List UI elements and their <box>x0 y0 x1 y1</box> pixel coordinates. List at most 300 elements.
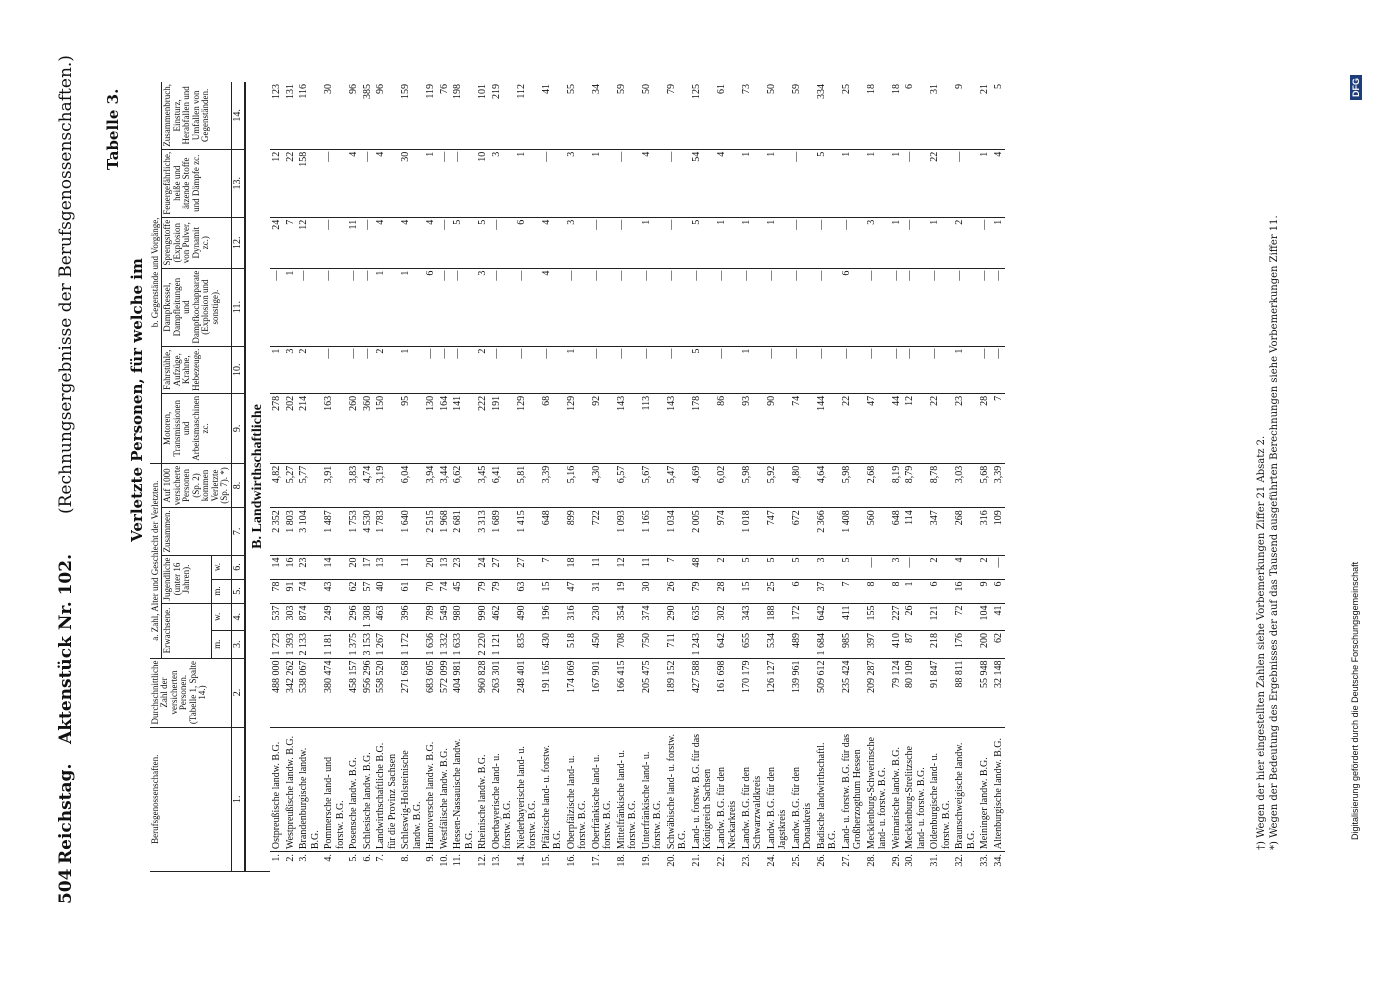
cell-c10: — <box>765 346 790 393</box>
data-table <box>150 82 1005 872</box>
cell-ym: 70 <box>424 579 438 603</box>
running-title: Reichstag. <box>56 763 76 864</box>
cell-avg: 80 109 <box>903 658 928 727</box>
table-row <box>540 82 565 872</box>
cell-c11: — <box>297 268 322 346</box>
cell-yw: 24 <box>476 555 490 579</box>
cell-c9: 23 <box>953 393 978 463</box>
row-number: 34. <box>992 854 1004 867</box>
cell-c11: — <box>928 268 953 346</box>
cell-yw: 27 <box>515 555 540 579</box>
youth-m: m. <box>211 579 231 603</box>
cell-per: 3,91 <box>322 463 347 507</box>
row-name: Posensche landw. B.G. <box>347 727 361 852</box>
cell-avg: 139 961 <box>790 658 815 727</box>
cell-am: 1 633 <box>451 631 476 659</box>
cell-c9: 22 <box>928 393 953 463</box>
row-name: Schwäbische land- u. forstw. B.G. <box>665 727 690 852</box>
cell-c11: — <box>865 268 890 346</box>
cell-c13: 4 <box>715 149 740 217</box>
row-name: Oldenburgische land- u. forstw. B.G. <box>928 727 953 852</box>
row-number: 27. <box>840 854 852 867</box>
cell-c14: 31 <box>928 82 953 149</box>
cell-per: 6,62 <box>451 463 476 507</box>
cell-per: 4,64 <box>815 463 840 507</box>
cell-c10: — <box>928 346 953 393</box>
cell-c14: 9 <box>953 82 978 149</box>
cell-aw: 789 <box>424 603 438 631</box>
cell-am: 1 393 <box>284 631 298 659</box>
row-number: 13. <box>490 854 502 867</box>
cell-c13: — <box>451 149 476 217</box>
cell-per: 6,57 <box>615 463 640 507</box>
cell-c11: — <box>565 268 590 346</box>
row-number: 19. <box>640 854 652 867</box>
cell-aw: 290 <box>665 603 690 631</box>
cell-tot: 1 689 <box>490 508 515 555</box>
cell-c10: — <box>590 346 615 393</box>
cell-c13: — <box>540 149 565 217</box>
cell-c13: 1 <box>840 149 865 217</box>
cell-am: 1 267 <box>374 631 399 659</box>
cell-avg: 55 948 <box>978 658 992 727</box>
colno-14: 14. <box>231 82 245 149</box>
cell-c10: — <box>615 346 640 393</box>
cell-yw: 11 <box>640 555 665 579</box>
page-number: 504 <box>56 868 76 904</box>
cell-per: 3,19 <box>374 463 399 507</box>
cell-c11: — <box>270 268 284 346</box>
cell-c13: — <box>361 149 375 217</box>
cell-tot: 4 530 <box>361 508 375 555</box>
row-name: Oberfränkische land- u. forstw. B.G. <box>590 727 615 852</box>
cell-c13: 158 <box>297 149 322 217</box>
cell-yw: 27 <box>490 555 515 579</box>
cell-aw: 316 <box>565 603 590 631</box>
cell-ym: 79 <box>490 579 515 603</box>
cell-aw: 490 <box>515 603 540 631</box>
cell-c14: 219 <box>490 82 515 149</box>
cell-am: 655 <box>740 631 765 659</box>
cell-am: 489 <box>790 631 815 659</box>
cell-c10: — <box>790 346 815 393</box>
cell-aw: 642 <box>815 603 840 631</box>
cell-c11: — <box>361 268 375 346</box>
cell-aw: 196 <box>540 603 565 631</box>
cell-avg: 960 828 <box>476 658 490 727</box>
table-row <box>840 82 865 872</box>
row-number: 28. <box>865 854 877 867</box>
cell-ym: 45 <box>451 579 476 603</box>
cell-c9: 47 <box>865 393 890 463</box>
cell-avg: 174 069 <box>565 658 590 727</box>
cell-avg: 32 148 <box>992 658 1006 727</box>
cell-aw: 990 <box>476 603 490 631</box>
cell-c14: 30 <box>322 82 347 149</box>
cell-tot: 899 <box>565 508 590 555</box>
cell-c12: — <box>840 217 865 268</box>
cell-per: 5,67 <box>640 463 665 507</box>
row-name: Hessen-Nassauische landw. B.G. <box>451 727 476 852</box>
cell-c10: 1 <box>565 346 590 393</box>
cell-yw: 7 <box>665 555 690 579</box>
cell-c14: 96 <box>374 82 399 149</box>
col12-header: Sprengstoffe (Explosion von Pulver, Dynamit zc.) <box>162 217 231 268</box>
cell-c14: 18 <box>865 82 890 149</box>
cell-c14: 116 <box>297 82 322 149</box>
row-number: 18. <box>615 854 627 867</box>
cell-avg: 191 165 <box>540 658 565 727</box>
cell-avg: 235 424 <box>840 658 865 727</box>
cell-ym: 40 <box>374 579 399 603</box>
cell-c14: 59 <box>615 82 640 149</box>
cell-c14: 25 <box>840 82 865 149</box>
cell-c14: 34 <box>590 82 615 149</box>
cell-c13: 1 <box>515 149 540 217</box>
cell-am: 3 153 <box>361 631 375 659</box>
cell-aw: 396 <box>399 603 424 631</box>
cell-c12: — <box>978 217 992 268</box>
cell-tot: 1 415 <box>515 508 540 555</box>
table-row <box>690 82 715 872</box>
row-name: Weimarische landw. B.G. <box>890 727 904 852</box>
cell-tot: 1 408 <box>840 508 865 555</box>
cell-aw: 172 <box>790 603 815 631</box>
col14-header: Zusammenbruch, Einsturz, Herabfallen und Umfallen von Gegenständen. <box>162 82 231 149</box>
table-row <box>270 82 284 872</box>
table-row <box>953 82 978 872</box>
cell-c9: 260 <box>347 393 361 463</box>
cell-tot: 2 515 <box>424 508 438 555</box>
cell-c9: 178 <box>690 393 715 463</box>
cell-aw: 104 <box>978 603 992 631</box>
cell-aw: 41 <box>992 603 1006 631</box>
cell-per: 8,78 <box>928 463 953 507</box>
row-number: 30. <box>904 854 916 867</box>
row-name: Mecklenburg-Schwerinsche land- u. forstw. B.G. <box>865 727 890 852</box>
table-row <box>451 82 476 872</box>
cell-per: 5,47 <box>665 463 690 507</box>
cell-tot: 1 803 <box>284 508 298 555</box>
cell-c13: 4 <box>992 149 1006 217</box>
cell-c13: 1 <box>590 149 615 217</box>
cell-aw: 303 <box>284 603 298 631</box>
cell-per: 3,39 <box>992 463 1006 507</box>
colno-6: 6. <box>231 555 245 579</box>
cell-c14: 6 <box>903 82 928 149</box>
cell-tot: 722 <box>590 508 615 555</box>
cell-c10: — <box>540 346 565 393</box>
cell-c9: 278 <box>270 393 284 463</box>
cell-tot: 2 681 <box>451 508 476 555</box>
table-row <box>740 82 765 872</box>
cell-c12: 4 <box>374 217 399 268</box>
cell-c14: 59 <box>790 82 815 149</box>
cell-per: 5,68 <box>978 463 992 507</box>
cell-c9: 214 <box>297 393 322 463</box>
cell-c12: 6 <box>515 217 540 268</box>
cell-tot: 1 753 <box>347 508 361 555</box>
cell-c13: 3 <box>490 149 515 217</box>
cell-per: 3,45 <box>476 463 490 507</box>
cell-yw: 2 <box>928 555 953 579</box>
cell-c11: — <box>790 268 815 346</box>
cell-c14: 112 <box>515 82 540 149</box>
cell-c9: 93 <box>740 393 765 463</box>
row-number: 33. <box>979 854 991 867</box>
row-number: 4. <box>323 854 335 862</box>
cell-avg: 404 981 <box>451 658 476 727</box>
cell-c11: 1 <box>284 268 298 346</box>
row-number: 10. <box>438 854 450 867</box>
name-header: Berufsgenossenschaften. <box>150 727 231 871</box>
cell-c14: 18 <box>890 82 904 149</box>
cell-tot: 347 <box>928 508 953 555</box>
document-title: Aktenstück Nr. 102. <box>56 553 76 744</box>
cell-c11: 6 <box>424 268 438 346</box>
table-row <box>424 82 438 872</box>
cell-per: 3,44 <box>438 463 452 507</box>
cell-per: 5,27 <box>284 463 298 507</box>
row-number: 12. <box>477 854 489 867</box>
cell-c13: — <box>615 149 640 217</box>
row-number: 17. <box>590 854 602 867</box>
cell-per: 5,16 <box>565 463 590 507</box>
header-row-groups <box>150 82 162 872</box>
cell-c9: 360 <box>361 393 375 463</box>
cell-avg: 683 605 <box>424 658 438 727</box>
row-name: Altenburgische landw. B.G. <box>992 727 1006 852</box>
cell-c12: 5 <box>476 217 490 268</box>
colno-12: 12. <box>231 217 245 268</box>
cell-c14: 50 <box>765 82 790 149</box>
cell-am: 430 <box>540 631 565 659</box>
cell-c12: — <box>361 217 375 268</box>
row-number: 1. <box>271 854 283 862</box>
cell-c13: — <box>322 149 347 217</box>
youth-w: w. <box>211 555 231 579</box>
cell-ym: 6 <box>992 579 1006 603</box>
youth-header: Jugendliche (unter 16 Jahren). <box>162 555 211 603</box>
col13-header: Feuergefährliche, heiße und ätzende Stoffe und Dämpfe zc. <box>162 149 231 217</box>
group-b-header: b. Gegenstände und Vorgänge, <box>150 82 162 463</box>
row-name: Brandenburgische landw. B.G. <box>297 727 322 852</box>
cell-yw: 11 <box>399 555 424 579</box>
cell-c13: 22 <box>928 149 953 217</box>
cell-am: 1 332 <box>438 631 452 659</box>
cell-c14: 76 <box>438 82 452 149</box>
cell-am: 1 243 <box>690 631 715 659</box>
cell-c10: — <box>361 346 375 393</box>
cell-tot: 114 <box>903 508 928 555</box>
table-row <box>347 82 361 872</box>
cell-c10: — <box>815 346 840 393</box>
cell-aw: 411 <box>840 603 865 631</box>
cell-yw: 14 <box>270 555 284 579</box>
row-name: Westfälische landw. B.G. <box>438 727 452 852</box>
cell-avg: 88 811 <box>953 658 978 727</box>
table-row <box>928 82 953 872</box>
row-name: Unterfränkische land- u. forstw. B.G. <box>640 727 665 852</box>
cell-yw: 3 <box>815 555 840 579</box>
cell-c14: 5 <box>992 82 1006 149</box>
row-name: Pfälzische land- u. forstw. B.G. <box>540 727 565 852</box>
row-number: 31. <box>929 854 941 867</box>
cell-c11: 6 <box>840 268 865 346</box>
cell-c9: 92 <box>590 393 615 463</box>
digitization-credit: Digitalisierung gefördert durch die Deutsche Forschungsgemeinschaft <box>1350 561 1360 840</box>
cell-aw: 155 <box>865 603 890 631</box>
cell-c9: 130 <box>424 393 438 463</box>
table-row <box>903 82 928 872</box>
cell-c11: — <box>815 268 840 346</box>
row-number: 8. <box>400 854 412 862</box>
cell-tot: 747 <box>765 508 790 555</box>
cell-aw: 227 <box>890 603 904 631</box>
cell-per: 3,83 <box>347 463 361 507</box>
total-header: Zusammen. <box>162 508 231 555</box>
cell-c12: 1 <box>890 217 904 268</box>
cell-c12: — <box>438 217 452 268</box>
row-number: 24. <box>765 854 777 867</box>
cell-c12: 7 <box>284 217 298 268</box>
cell-tot: 1 034 <box>665 508 690 555</box>
cell-yw: 5 <box>765 555 790 579</box>
cell-c14: 119 <box>424 82 438 149</box>
row-name: Mecklenburg-Strelitzsche land- u. forstw. B.G. <box>903 727 928 852</box>
cell-am: 534 <box>765 631 790 659</box>
row-number: 21. <box>690 854 702 867</box>
row-number: 25. <box>790 854 802 867</box>
cell-yw: 20 <box>424 555 438 579</box>
row-number: 14. <box>515 854 527 867</box>
cell-ym: 19 <box>615 579 640 603</box>
cell-c11: — <box>690 268 715 346</box>
table-row <box>790 82 815 872</box>
cell-am: 200 <box>978 631 992 659</box>
cell-c11: 4 <box>540 268 565 346</box>
cell-ym: 15 <box>740 579 765 603</box>
cell-yw: 13 <box>374 555 399 579</box>
cell-ym: 63 <box>515 579 540 603</box>
cell-c9: 113 <box>640 393 665 463</box>
table-row <box>978 82 992 872</box>
cell-avg: 271 658 <box>399 658 424 727</box>
cell-c9: 95 <box>399 393 424 463</box>
cell-c11: — <box>715 268 740 346</box>
cell-c10: 5 <box>690 346 715 393</box>
adults-header: Erwachsene. <box>162 603 211 658</box>
cell-aw: 462 <box>490 603 515 631</box>
cell-yw: 17 <box>361 555 375 579</box>
cell-tot: 648 <box>890 508 904 555</box>
colno-5: 5. <box>231 579 245 603</box>
cell-c9: 74 <box>790 393 815 463</box>
cell-c13: 1 <box>890 149 904 217</box>
cell-per: 4,80 <box>790 463 815 507</box>
cell-yw: — <box>992 555 1006 579</box>
cell-c11: — <box>665 268 690 346</box>
cell-am: 1 684 <box>815 631 840 659</box>
cell-ym: 79 <box>476 579 490 603</box>
cell-c13: — <box>903 149 928 217</box>
cell-c9: 202 <box>284 393 298 463</box>
cell-ym: 79 <box>690 579 715 603</box>
cell-tot: 2 366 <box>815 508 840 555</box>
table-row <box>765 82 790 872</box>
cell-c10: — <box>978 346 992 393</box>
footnote-star: *) Wegen der Bedeutung des Ergebnisses der auf das Tausend ausgeführten Berechnungen siehe Vorbemerkungen Ziffer 11. <box>1269 215 1280 850</box>
cell-c10: — <box>840 346 865 393</box>
cell-c12: 12 <box>297 217 322 268</box>
cell-avg: 488 000 <box>270 658 284 727</box>
cell-c11: — <box>953 268 978 346</box>
colno-4: 4. <box>231 603 245 631</box>
cell-yw: — <box>865 555 890 579</box>
cell-per: 5,98 <box>840 463 865 507</box>
cell-c12: — <box>665 217 690 268</box>
cell-aw: 249 <box>322 603 347 631</box>
cell-c9: 150 <box>374 393 399 463</box>
cell-c9: 86 <box>715 393 740 463</box>
row-name: Meininger landw. B.G. <box>978 727 992 852</box>
row-number: 29. <box>890 854 902 867</box>
cell-aw: 26 <box>903 603 928 631</box>
cell-avg: 538 067 <box>297 658 322 727</box>
cell-per: 5,77 <box>297 463 322 507</box>
cell-c11: 3 <box>476 268 490 346</box>
row-name: Landw. B.G. für den Jagstkreis <box>765 727 790 852</box>
cell-per: 5,98 <box>740 463 765 507</box>
cell-c14: 61 <box>715 82 740 149</box>
cell-c10: — <box>424 346 438 393</box>
cell-avg: 263 301 <box>490 658 515 727</box>
row-name: Landw. B.G. für den Neckarkreis <box>715 727 740 852</box>
table-row <box>438 82 452 872</box>
cell-am: 1 181 <box>322 631 347 659</box>
table-row <box>865 82 890 872</box>
row-name: Mittelfränkische land- u. forstw. B.G. <box>615 727 640 852</box>
cell-aw: 230 <box>590 603 615 631</box>
cell-ym: 78 <box>270 579 284 603</box>
cell-tot: 268 <box>953 508 978 555</box>
cell-per: 6,41 <box>490 463 515 507</box>
cell-am: 1 636 <box>424 631 438 659</box>
cell-yw: 3 <box>890 555 904 579</box>
cell-c10: — <box>515 346 540 393</box>
cell-tot: 1 968 <box>438 508 452 555</box>
cell-aw: 188 <box>765 603 790 631</box>
cell-c9: 143 <box>615 393 640 463</box>
cell-c13: 3 <box>565 149 590 217</box>
cell-c10: — <box>890 346 904 393</box>
row-name: Rheinische landw. B.G. <box>476 727 490 852</box>
cell-c10: — <box>665 346 690 393</box>
cell-per: 4,69 <box>690 463 715 507</box>
group-a-header: a. Zahl, Alter und Geschlecht der Verletzten. <box>150 463 162 658</box>
row-name: Westpreußische landw. B.G. <box>284 727 298 852</box>
cell-c14: 55 <box>565 82 590 149</box>
cell-c13: 1 <box>978 149 992 217</box>
cell-per: 2,68 <box>865 463 890 507</box>
cell-ym: 37 <box>815 579 840 603</box>
cell-c14: 73 <box>740 82 765 149</box>
cell-per: 8,19 <box>890 463 904 507</box>
cell-c10: — <box>347 346 361 393</box>
cell-am: 1 723 <box>270 631 284 659</box>
table-row <box>992 82 1006 872</box>
cell-c10: 2 <box>297 346 322 393</box>
